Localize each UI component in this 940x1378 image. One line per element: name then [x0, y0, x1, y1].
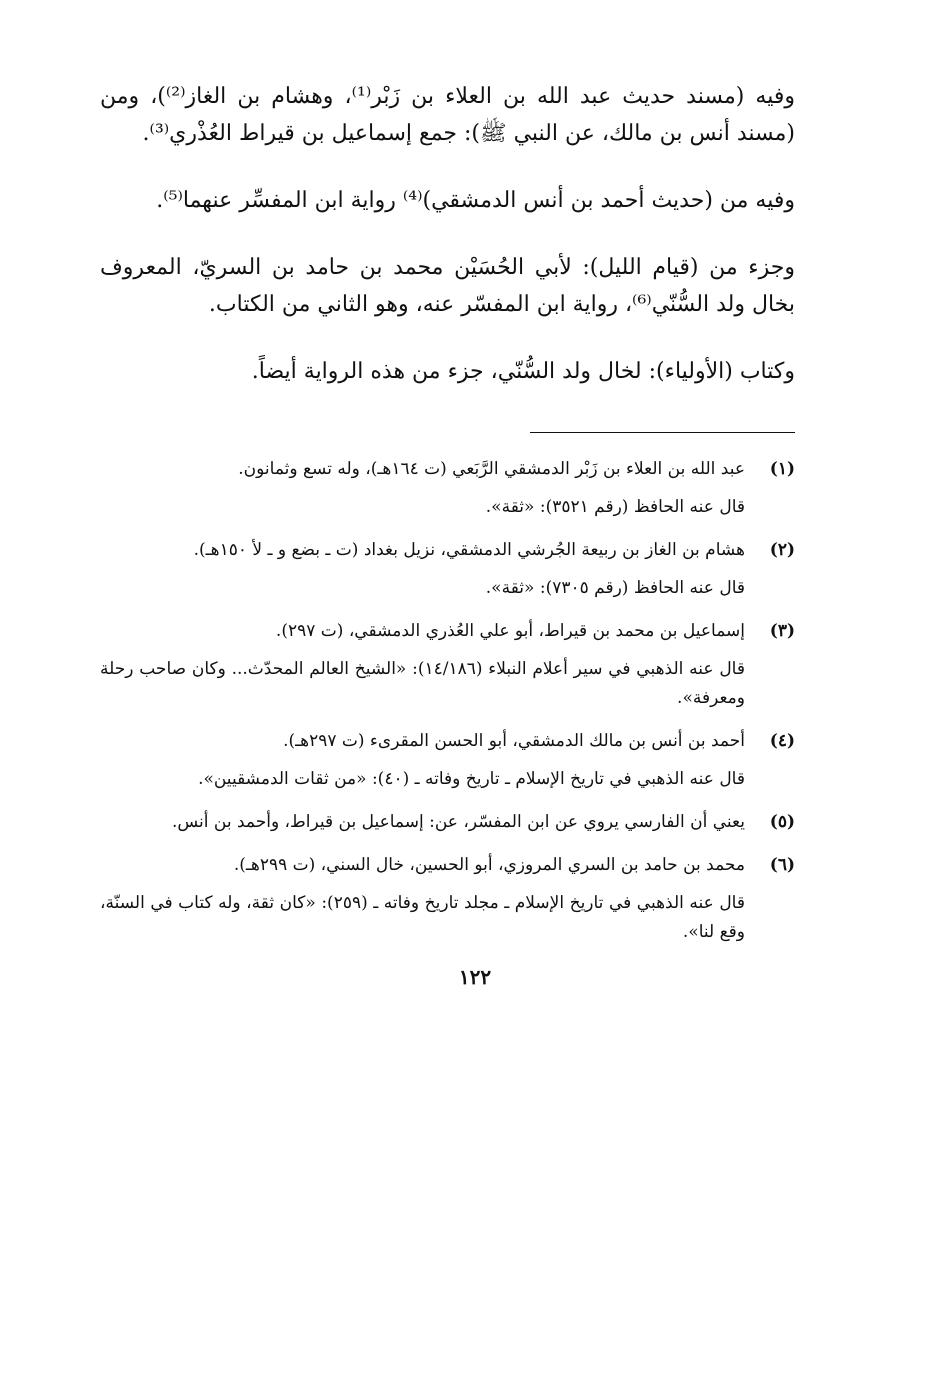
- footnote-item: [100, 851, 795, 947]
- footnote-number: (٦): [769, 855, 795, 875]
- footnote-text: محمد بن حامد بن السري المروزي، أبو الحسين، خال السني، (ت ٢٩٩هـ).: [233, 855, 745, 875]
- paragraph: وفيه (مسند حديث عبد الله بن العلاء بن زَبْر⁽¹⁾، وهشام بن الغاز⁽²⁾)، ومن (مسند أنس بن مالك، عن النبي ﷺ): جمع إسماعيل بن قيراط العُذْري⁽³⁾.: [100, 84, 795, 146]
- footnote-item: [100, 808, 795, 837]
- footnote-item: [100, 455, 795, 522]
- paragraph: وجزء من (قيام الليل): لأبي الحُسَيْن محمد بن حامد بن السريّ، المعروف بخال ولد السُّنّي⁽⁶⁾، رواية ابن المفسّر عنه، وهو الثاني من الكتاب.: [100, 255, 795, 317]
- footnote-item: [100, 617, 795, 713]
- footnote-comment: قال عنه الذهبي في سير أعلام النبلاء (١٤/١٨٦): «الشيخ العالم المحدّث... وكان صاحب رحلة ومعرفة».: [100, 659, 745, 708]
- paragraph: وكتاب (الأولياء): لخال ولد السُّنّي، جزء من هذه الرواية أيضاً.: [251, 359, 795, 384]
- footnote-number: (٤): [769, 731, 795, 751]
- footnote-comment: قال عنه الحافظ (رقم ٣٥٢١): «ثقة».: [485, 497, 745, 517]
- footnote-comment: قال عنه الذهبي في تاريخ الإسلام ـ مجلد تاريخ وفاته ـ (٢٥٩): «كان ثقة، وله كتاب في السنّة، وقع لنا».: [100, 893, 745, 942]
- footnote-text: عبد الله بن العلاء بن زَبْر الدمشقي الرَّبَعي (ت ١٦٤هـ)، وله تسع وثمانون.: [238, 459, 745, 479]
- footnote-item: [100, 727, 795, 794]
- footnote-number: (١): [769, 459, 795, 479]
- footnote-divider: [530, 432, 795, 433]
- footnote-text: إسماعيل بن محمد بن قيراط، أبو علي العُذري الدمشقي، (ت ٢٩٧).: [275, 621, 745, 641]
- footnote-comment: قال عنه الحافظ (رقم ٧٣٠٥): «ثقة».: [485, 578, 745, 598]
- footnote-comment: قال عنه الذهبي في تاريخ الإسلام ـ تاريخ وفاته ـ (٤٠): «من ثقات الدمشقيين».: [198, 769, 745, 789]
- footnotes: [100, 455, 795, 947]
- footnote-text: هشام بن الغاز بن ربيعة الجُرشي الدمشقي، نزيل بغداد (ت ـ بضع و ـ لأ ١٥٠هـ).: [193, 540, 745, 560]
- book-page: [100, 78, 795, 989]
- page-number: ١٢٢: [458, 965, 492, 989]
- main-text: [100, 78, 795, 390]
- footnote-text: أحمد بن أنس بن مالك الدمشقي، أبو الحسن المقرىء (ت ٢٩٧هـ).: [283, 731, 745, 751]
- footnote-number: (٢): [769, 540, 795, 560]
- footnote-text: يعني أن الفارسي يروي عن ابن المفسّر، عن: إسماعيل بن قيراط، وأحمد بن أنس.: [171, 812, 745, 832]
- paragraph: وفيه من (حديث أحمد بن أنس الدمشقي)⁽⁴⁾ رواية ابن المفسِّر عنهما⁽⁵⁾.: [156, 188, 795, 213]
- footnote-number: (٣): [769, 621, 795, 641]
- footnote-number: (٥): [769, 812, 795, 832]
- footnote-item: [100, 536, 795, 603]
